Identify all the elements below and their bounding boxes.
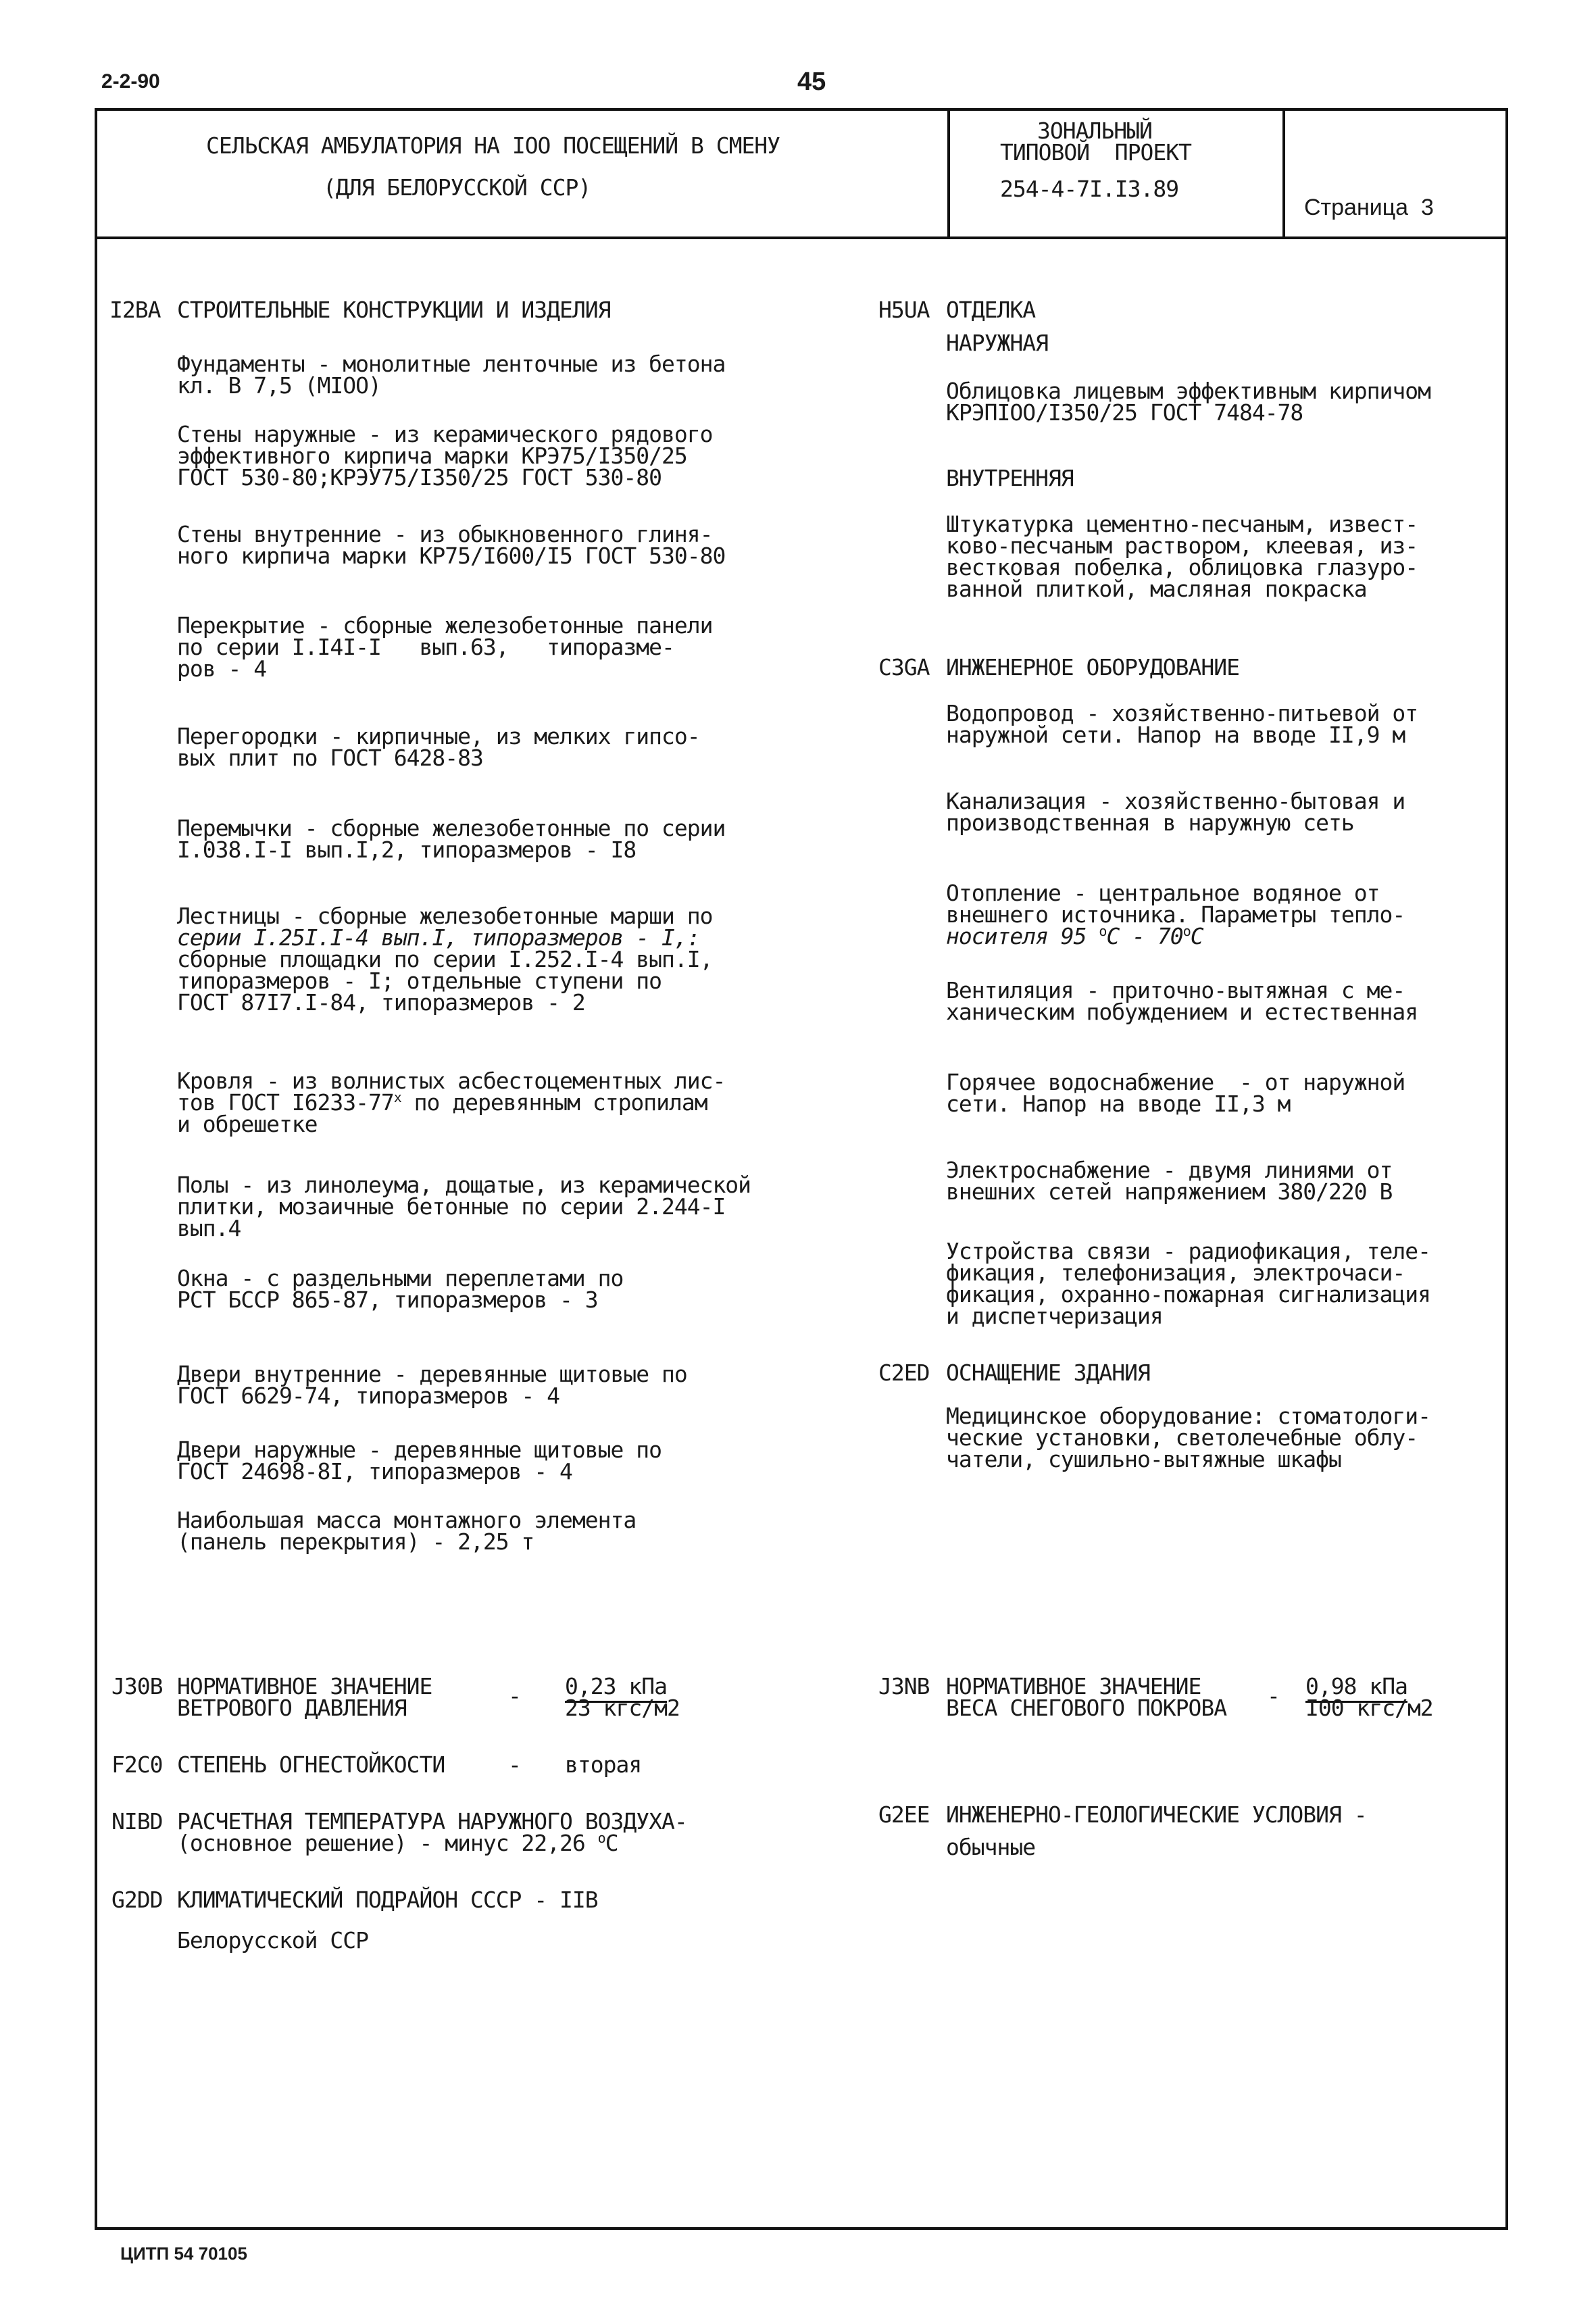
header-col-divider-2 [1282, 108, 1285, 238]
section-title-finish: ОТДЕЛКА [946, 297, 1036, 323]
project-label-line1: ЗОНАЛЬНЫЙ [1037, 118, 1152, 144]
floor-slab-text: Перекрытие - сборные железобетонные панели по серии I.I4I-I вып.63, типоразме- ров - 4 [177, 612, 713, 682]
project-label-line2: ТИПОВОЙ ПРОЕКТ [1000, 139, 1192, 166]
fire-label: СТЕПЕНЬ ОГНЕСТОЙКОСТИ [177, 1751, 445, 1778]
header-divider [95, 237, 1508, 239]
temperature-text: РАСЧЕТНАЯ ТЕМПЕРАТУРА НАРУЖНОГО ВОЗДУХА- (основное решение) - минус 22,26 $^o$С [177, 1808, 687, 1856]
sewer-text: Канализация - хозяйственно-бытовая и производственная в наружную сеть [946, 788, 1405, 836]
header-col-divider-1 [947, 108, 950, 238]
equipment-text: Медицинское оборудование: стоматологи- ческие установки, светолечебные облу- чатели, сушильно-вытяжные шкафы [946, 1403, 1430, 1472]
page-number: 45 [797, 68, 826, 96]
section-code-construction: I2BA [109, 297, 161, 323]
fire-dash: - [508, 1751, 521, 1778]
snow-dash: - [1267, 1683, 1280, 1709]
snow-value: 0,98 кПа I00 кгс/м2 [1305, 1673, 1433, 1721]
footer-stamp: ЦИТП 54 70105 [120, 2243, 247, 2264]
snow-code: J3NB [878, 1673, 930, 1699]
inner-walls-text: Стены внутренние - из обыкновенного глиня- ного кирпича марки КР75/I600/I5 ГОСТ 530-80 [177, 521, 726, 569]
geology-value: обычные [946, 1834, 1036, 1860]
finish-inner-title: ВНУТРЕННЯЯ [946, 465, 1074, 491]
header-title-line2: (ДЛЯ БЕЛОРУССКОЙ ССР) [323, 174, 591, 201]
water-supply-text: Водопровод - хозяйственно-питьевой от наружной сети. Напор на вводе II,9 м [946, 700, 1418, 748]
header-title-line1: СЕЛЬСКАЯ АМБУЛАТОРИЯ НА IOO ПОСЕЩЕНИЙ В СМЕНУ [206, 132, 780, 159]
climate-code: G2DD [111, 1887, 163, 1913]
climate-value: Белорусской ССР [177, 1927, 369, 1953]
section-title-engineering: ИНЖЕНЕРНОЕ ОБОРУДОВАНИЕ [946, 654, 1239, 680]
power-supply-text: Электроснабжение - двумя линиями от внешних сетей напряжением 380/220 В [946, 1157, 1393, 1205]
max-mass-text: Наибольшая масса монтажного элемента (панель перекрытия) - 2,25 т [177, 1507, 637, 1555]
wind-label: НОРМАТИВНОЕ ЗНАЧЕНИЕ ВЕТРОВОГО ДАВЛЕНИЯ [177, 1673, 432, 1721]
heating-text: Отопление - центральное водяное от внешнего источника. Параметры тепло- носителя 95 $^o$С - 70$^o$С [946, 880, 1405, 949]
communications-text: Устройства связи - радиофикация, теле- фикация, телефонизация, электрочаси- фикация, охранно-пожарная сигнализация и диспетчеризация [946, 1238, 1430, 1329]
section-code-equipment: C2ED [878, 1360, 930, 1386]
outer-doors-text: Двери наружные - деревянные щитовые по ГОСТ 24698-8I, типоразмеров - 4 [177, 1437, 662, 1485]
inner-doors-text: Двери внутренние - деревянные щитовые по ГОСТ 6629-74, типоразмеров - 4 [177, 1361, 687, 1409]
wind-value: 0,23 кПа 23 кгс/м2 [565, 1673, 680, 1721]
windows-text: Окна - с раздельными переплетами по РСТ БССР 865-87, типоразмеров - 3 [177, 1265, 624, 1313]
section-code-engineering: C3GA [878, 654, 930, 680]
wind-dash: - [508, 1683, 521, 1709]
section-code-finish: H5UA [878, 297, 930, 323]
sheet-code: 2-2-90 [101, 70, 160, 93]
outer-walls-text: Стены наружные - из керамического рядового эффективного кирпича марки КРЭ75/I350/25 ГОСТ 530-80;КРЭУ75/I350/25 ГОСТ 530-80 [177, 421, 713, 491]
section-title-construction: СТРОИТЕЛЬНЫЕ КОНСТРУКЦИИ И ИЗДЕЛИЯ [177, 297, 611, 323]
geology-code: G2EE [878, 1801, 930, 1828]
partitions-text: Перегородки - кирпичные, из мелких гипсо- вых плит по ГОСТ 6428-83 [177, 723, 700, 771]
temperature-code: NIBD [111, 1808, 163, 1835]
finish-inner-text: Штукатурка цементно-песчаным, извест- ково-песчаным раствором, клеевая, из- вестковая побелка, облицовка глазуро- ванной плиткой, масляная покраска [946, 511, 1418, 602]
geology-label: ИНЖЕНЕРНО-ГЕОЛОГИЧЕСКИЕ УСЛОВИЯ - [946, 1801, 1367, 1828]
page-label: Страница 3 [1304, 195, 1434, 220]
finish-outer-text: Облицовка лицевым эффективным кирпичом КРЭПIOO/I350/25 ГОСТ 7484-78 [946, 378, 1430, 426]
fire-code: F2C0 [111, 1751, 163, 1778]
ventilation-text: Вентиляция - приточно-вытяжная с ме- ханическим побуждением и естественная [946, 977, 1418, 1025]
lintels-text: Перемычки - сборные железобетонные по серии I.038.I-I вып.I,2, типоразмеров - I8 [177, 815, 726, 863]
snow-label: НОРМАТИВНОЕ ЗНАЧЕНИЕ ВЕСА СНЕГОВОГО ПОКРОВА [946, 1673, 1227, 1721]
hot-water-text: Горячее водоснабжение - от наружной сети. Напор на вводе II,3 м [946, 1069, 1405, 1117]
foundations-text: Фундаменты - монолитные ленточные из бетона кл. В 7,5 (MIOO) [177, 351, 726, 399]
fire-value: вторая [565, 1751, 642, 1778]
finish-outer-title: НАРУЖНАЯ [946, 330, 1048, 356]
project-code: 254-4-7I.I3.89 [1000, 176, 1179, 202]
roof-text: Кровля - из волнистых асбестоцементных лис- тов ГОСТ I6233-77$^x$ по деревянным стропилам и обрешетке [177, 1068, 726, 1137]
wind-code: J30B [111, 1673, 163, 1699]
floors-text: Полы - из линолеума, дощатые, из керамической плитки, мозаичные бетонные по серии 2.244-I вып.4 [177, 1172, 751, 1241]
stairs-text: Лестницы - сборные железобетонные марши по серии I.25I.I-4 вып.I, типоразмеров - I,: сборные площадки по серии I.252.I-4 вып.I, типоразмеров - I; отдельные ступени по ГОСТ 87I7.I-84, типоразмеров - 2 [177, 903, 713, 1016]
section-title-equipment: ОСНАЩЕНИЕ ЗДАНИЯ [946, 1360, 1150, 1386]
climate-label: КЛИМАТИЧЕСКИЙ ПОДРАЙОН СССР - IIВ [177, 1887, 598, 1913]
